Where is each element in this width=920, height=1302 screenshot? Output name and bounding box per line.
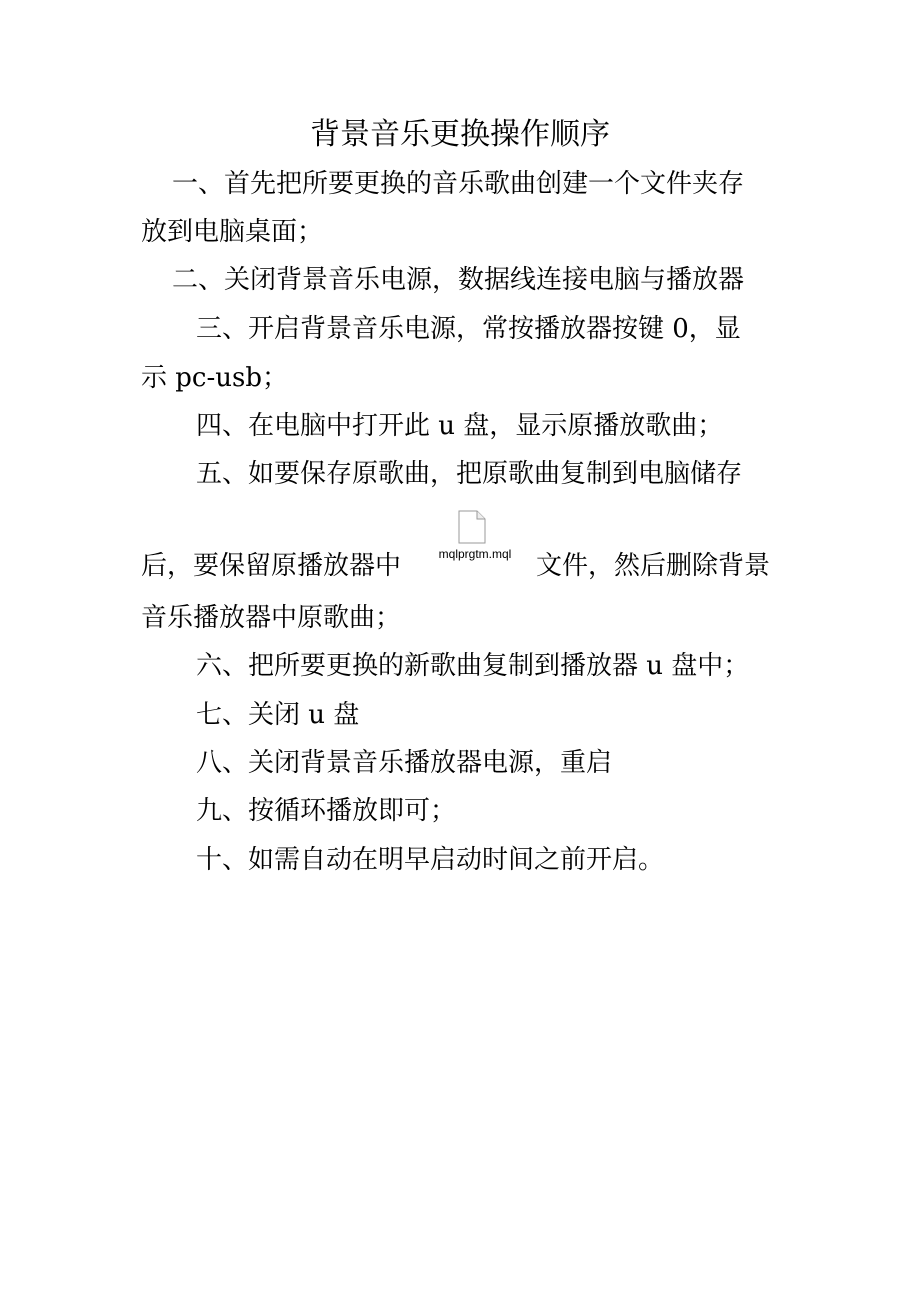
document-title: 背景音乐更换操作顺序 (310, 117, 610, 152)
embedded-file-name: mqlprgtm.mql (438, 547, 512, 561)
step-1-line-2: 放到电脑桌面； (141, 217, 324, 247)
step-5-line-1: 五、如要保存原歌曲，把原歌曲复制到电脑储存 (196, 459, 743, 489)
step-10-line: 十、如需自动在明早启动时间之前开启。 (196, 845, 665, 875)
embedded-file[interactable] (425, 508, 525, 568)
step-5-line-3: 音乐播放器中原歌曲； (141, 603, 402, 633)
step-2-line: 二、关闭背景音乐电源，数据线连接电脑与播放器 (172, 265, 745, 295)
step-1-line-1: 一、首先把所要更换的音乐歌曲创建一个文件夹存 (172, 169, 745, 199)
step-3-line-1: 三、开启背景音乐电源，常按播放器按键 0，显 (196, 314, 741, 344)
step-3-line-2: 示 pc-usb； (141, 363, 288, 393)
step-9-line: 九、按循环播放即可； (196, 796, 457, 826)
step-7-line: 七、关闭 u 盘 (196, 700, 360, 730)
step-6-line: 六、把所要更换的新歌曲复制到播放器 u 盘中； (196, 651, 750, 681)
file-icon (458, 510, 486, 544)
step-5-line-2b: 文件，然后删除背景 (536, 551, 771, 581)
step-5-line-2a: 后，要保留原播放器中 (141, 551, 402, 581)
step-8-line: 八、关闭背景音乐播放器电源，重启 (196, 748, 613, 778)
step-4-line: 四、在电脑中打开此 u 盘，显示原播放歌曲； (196, 411, 724, 441)
